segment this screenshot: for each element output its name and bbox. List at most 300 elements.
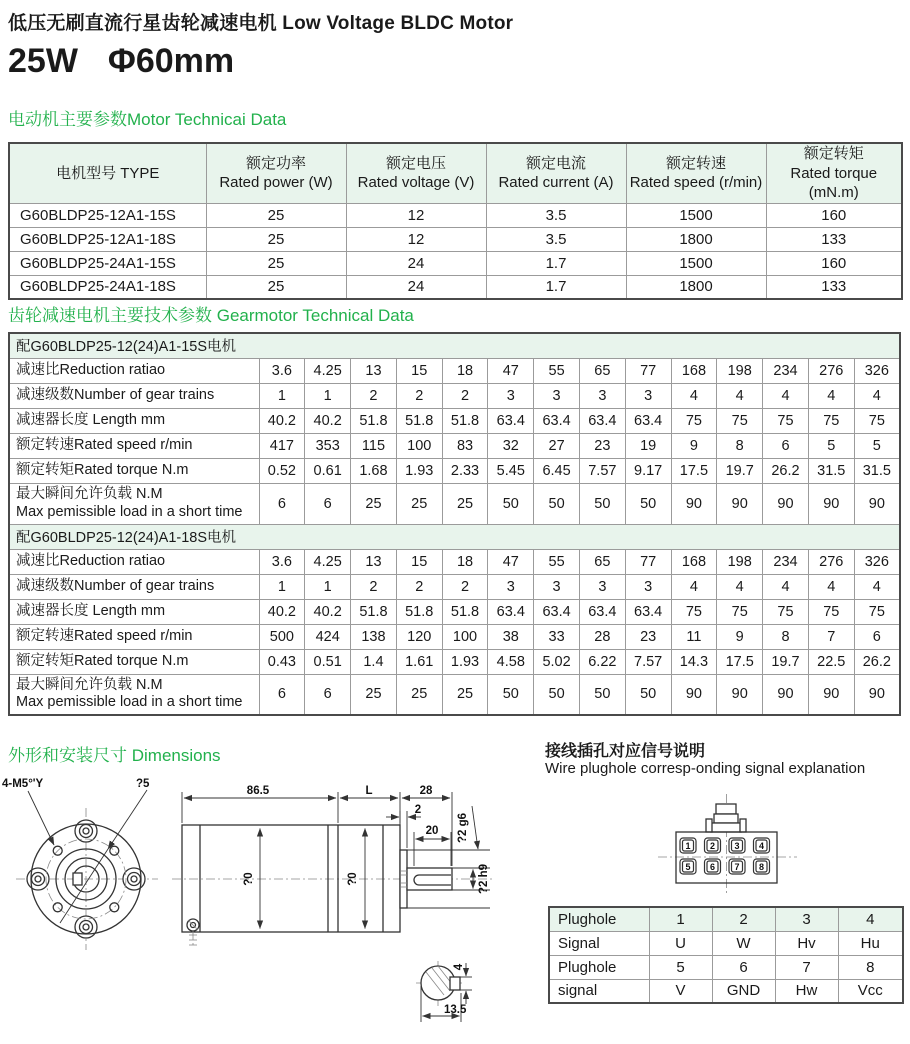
gear-table-title: 配G60BLDP25-12(24)A1-15S电机 bbox=[9, 333, 900, 358]
motor-header-cn: 额定转速 bbox=[665, 154, 726, 172]
gear-row-label-line: 减速级数Number of gear trains bbox=[16, 386, 215, 403]
gear-value-cell: 2 bbox=[442, 574, 488, 599]
gear-value-cell: 4 bbox=[717, 383, 763, 408]
dim-label-2: 2 bbox=[414, 804, 422, 816]
gear-value-cell: 6.22 bbox=[579, 649, 625, 674]
gear-value-cell: 417 bbox=[259, 433, 305, 458]
gear-table-row bbox=[9, 408, 900, 433]
motor-header-cn: 额定功率 bbox=[245, 154, 306, 172]
connector-pin-number: 5 bbox=[685, 862, 691, 872]
gear-value-cell: 65 bbox=[579, 358, 625, 383]
motor-type-cell: G60BLDP25-24A1-15S bbox=[9, 251, 206, 275]
gear-table-title-row bbox=[9, 524, 900, 549]
motor-value-cell: 25 bbox=[206, 227, 346, 251]
connector-pin-number: 8 bbox=[758, 862, 765, 872]
gear-value-cell: 1.61 bbox=[396, 649, 442, 674]
gear-row-label-line: 减速器长度 Length mm bbox=[16, 411, 166, 428]
gear-value-cell: 23 bbox=[579, 433, 625, 458]
gear-value-cell: 90 bbox=[808, 674, 854, 715]
gear-row-label bbox=[9, 458, 259, 483]
dim-label-L: L bbox=[365, 785, 373, 797]
page-subtitle bbox=[8, 42, 234, 81]
gear-value-cell: 4 bbox=[808, 574, 854, 599]
gear-value-cell: 25 bbox=[351, 483, 397, 524]
wiring-row-label: signal bbox=[549, 979, 649, 1003]
gear-value-cell: 168 bbox=[671, 549, 717, 574]
gear-value-cell: 6 bbox=[305, 674, 351, 715]
gear-row-label-line: 最大瞬间允许负载 N.M bbox=[16, 677, 163, 694]
gear-table-body bbox=[9, 333, 900, 715]
wiring-value-cell: 3 bbox=[775, 907, 838, 931]
gear-row-label-line: 减速比Reduction ratiao bbox=[16, 361, 166, 378]
gear-value-cell: 63.4 bbox=[534, 599, 580, 624]
connector-pin bbox=[705, 859, 721, 874]
motor-header-row bbox=[9, 143, 902, 203]
gear-value-cell: 14.3 bbox=[671, 649, 717, 674]
motor-table-row bbox=[9, 227, 902, 251]
connector-pin bbox=[705, 838, 721, 853]
connector-pin-number: 7 bbox=[734, 862, 740, 872]
gear-value-cell: 234 bbox=[763, 358, 809, 383]
gear-value-cell: 4 bbox=[763, 383, 809, 408]
gear-value-cell: 40.2 bbox=[305, 599, 351, 624]
power-rating: 25W bbox=[8, 42, 78, 80]
motor-value-cell: 1500 bbox=[626, 251, 766, 275]
motor-type-cell: G60BLDP25-24A1-18S bbox=[9, 275, 206, 299]
gear-row-label bbox=[9, 674, 259, 715]
gear-value-cell: 6 bbox=[854, 624, 900, 649]
gear-value-cell: 90 bbox=[763, 483, 809, 524]
gear-value-cell: 51.8 bbox=[396, 408, 442, 433]
wiring-table-row bbox=[549, 931, 903, 955]
gear-value-cell: 75 bbox=[763, 408, 809, 433]
gear-value-cell: 6 bbox=[259, 674, 305, 715]
gear-value-cell: 3 bbox=[534, 574, 580, 599]
gear-value-cell: 75 bbox=[717, 408, 763, 433]
connector-pin bbox=[729, 838, 745, 853]
gear-value-cell: 3 bbox=[579, 574, 625, 599]
motor-header-cell bbox=[486, 143, 626, 203]
gear-value-cell: 50 bbox=[488, 483, 534, 524]
gear-value-cell: 25 bbox=[442, 483, 488, 524]
gear-value-cell: 100 bbox=[396, 433, 442, 458]
motor-value-cell: 25 bbox=[206, 275, 346, 299]
gear-row-label-line: 额定转矩Rated torque N.m bbox=[16, 652, 189, 669]
gear-value-cell: 25 bbox=[351, 674, 397, 715]
gear-value-cell: 83 bbox=[442, 433, 488, 458]
gear-value-cell: 25 bbox=[396, 674, 442, 715]
gear-value-cell: 1.4 bbox=[351, 649, 397, 674]
motor-header-cn: 电机型号 TYPE bbox=[56, 164, 160, 182]
gear-value-cell: 47 bbox=[488, 358, 534, 383]
gear-value-cell: 8 bbox=[763, 624, 809, 649]
gear-row-label-line: 减速比Reduction ratiao bbox=[16, 552, 166, 569]
gear-value-cell: 63.4 bbox=[579, 408, 625, 433]
section-heading-gearmotor-data: 齿轮减速电机主要技术参数 Gearmotor Technical Data bbox=[8, 306, 414, 325]
gear-value-cell: 276 bbox=[808, 549, 854, 574]
gear-value-cell: 15 bbox=[396, 549, 442, 574]
wiring-value-cell: 5 bbox=[649, 955, 712, 979]
gear-row-label bbox=[9, 383, 259, 408]
gear-value-cell: 6 bbox=[259, 483, 305, 524]
gear-value-cell: 77 bbox=[625, 549, 671, 574]
gear-value-cell: 2 bbox=[351, 383, 397, 408]
gear-value-cell: 90 bbox=[854, 483, 900, 524]
dim-label-13-5: 13.5 bbox=[444, 1004, 467, 1016]
gear-value-cell: 4 bbox=[763, 574, 809, 599]
motor-value-cell: 24 bbox=[346, 251, 486, 275]
gear-value-cell: 100 bbox=[442, 624, 488, 649]
gear-table-row bbox=[9, 649, 900, 674]
gear-value-cell: 90 bbox=[671, 483, 717, 524]
wiring-value-cell: GND bbox=[712, 979, 775, 1003]
gear-row-label-line: 额定转速Rated speed r/min bbox=[16, 436, 193, 453]
gear-value-cell: 75 bbox=[763, 599, 809, 624]
gear-value-cell: 15 bbox=[396, 358, 442, 383]
gear-value-cell: 326 bbox=[854, 358, 900, 383]
gear-value-cell: 120 bbox=[396, 624, 442, 649]
gear-row-label bbox=[9, 574, 259, 599]
section-heading-motor-data: 电动机主要参数Motor Technicai Data bbox=[8, 110, 287, 129]
gear-value-cell: 115 bbox=[351, 433, 397, 458]
motor-value-cell: 133 bbox=[766, 227, 902, 251]
gear-table-row bbox=[9, 458, 900, 483]
gear-value-cell: 17.5 bbox=[671, 458, 717, 483]
gear-table-row bbox=[9, 599, 900, 624]
motor-header-cn: 额定电压 bbox=[385, 154, 446, 172]
gear-value-cell: 138 bbox=[351, 624, 397, 649]
gear-value-cell: 18 bbox=[442, 358, 488, 383]
gear-value-cell: 55 bbox=[534, 549, 580, 574]
dimensions-drawing bbox=[0, 770, 545, 1044]
gear-value-cell: 63.4 bbox=[625, 599, 671, 624]
gear-value-cell: 40.2 bbox=[259, 599, 305, 624]
motor-header-en: Rated power (W) bbox=[219, 174, 333, 192]
gear-value-cell: 75 bbox=[808, 599, 854, 624]
dia-label-body-front: ?0 bbox=[243, 872, 255, 886]
connector-pin bbox=[754, 859, 770, 874]
gear-table-row bbox=[9, 574, 900, 599]
motor-spec-table bbox=[8, 142, 903, 300]
gear-table-title: 配G60BLDP25-12(24)A1-18S电机 bbox=[9, 524, 900, 549]
gear-value-cell: 19.7 bbox=[763, 649, 809, 674]
wiring-value-cell: Hw bbox=[775, 979, 838, 1003]
gearmotor-spec-table bbox=[8, 332, 901, 716]
motor-header-cell bbox=[766, 143, 902, 203]
dim-label-4: 4 bbox=[453, 963, 465, 971]
wiring-row-label: Plughole bbox=[549, 955, 649, 979]
wiring-value-cell: Vcc bbox=[838, 979, 903, 1003]
connector-pin-number: 3 bbox=[734, 841, 740, 851]
motor-value-cell: 1800 bbox=[626, 275, 766, 299]
section-heading-dimensions: 外形和安装尺寸 Dimensions bbox=[8, 746, 221, 765]
gear-value-cell: 276 bbox=[808, 358, 854, 383]
motor-header-en: Rated torque (mN.m) bbox=[790, 164, 878, 201]
gear-value-cell: 63.4 bbox=[579, 599, 625, 624]
gear-value-cell: 26.2 bbox=[854, 649, 900, 674]
motor-table-row bbox=[9, 251, 902, 275]
gear-value-cell: 9 bbox=[671, 433, 717, 458]
gear-value-cell: 3.6 bbox=[259, 549, 305, 574]
motor-header-en: Rated speed (r/min) bbox=[629, 174, 763, 192]
motor-header-cn: 额定转矩 bbox=[803, 145, 864, 162]
gear-value-cell: 7.57 bbox=[625, 649, 671, 674]
gear-value-cell: 75 bbox=[671, 408, 717, 433]
gear-value-cell: 1.93 bbox=[396, 458, 442, 483]
gear-value-cell: 51.8 bbox=[442, 408, 488, 433]
wiring-heading-cn: 接线插孔对应信号说明 bbox=[545, 743, 706, 760]
wiring-table-body bbox=[549, 907, 903, 1003]
gear-value-cell: 326 bbox=[854, 549, 900, 574]
gear-value-cell: 33 bbox=[534, 624, 580, 649]
gear-table-row bbox=[9, 433, 900, 458]
gear-value-cell: 77 bbox=[625, 358, 671, 383]
wiring-table-row bbox=[549, 907, 903, 931]
gear-value-cell: 63.4 bbox=[625, 408, 671, 433]
gear-table-row bbox=[9, 624, 900, 649]
gear-value-cell: 5 bbox=[854, 433, 900, 458]
connector-pin bbox=[680, 859, 696, 874]
gear-value-cell: 2 bbox=[396, 383, 442, 408]
gear-table-row bbox=[9, 674, 900, 715]
gear-value-cell: 31.5 bbox=[854, 458, 900, 483]
wiring-value-cell: W bbox=[712, 931, 775, 955]
wiring-row-label: Plughole bbox=[549, 907, 649, 931]
wiring-value-cell: 1 bbox=[649, 907, 712, 931]
wiring-row-label: Signal bbox=[549, 931, 649, 955]
gear-value-cell: 353 bbox=[305, 433, 351, 458]
motor-value-cell: 133 bbox=[766, 275, 902, 299]
connector-latch bbox=[706, 804, 746, 832]
motor-value-cell: 12 bbox=[346, 227, 486, 251]
gear-table-row bbox=[9, 483, 900, 524]
gear-value-cell: 23 bbox=[625, 624, 671, 649]
wiring-table-row bbox=[549, 955, 903, 979]
connector-pin-number: 4 bbox=[758, 841, 765, 851]
gear-row-label-line: 减速器长度 Length mm bbox=[16, 602, 166, 619]
gear-table-row bbox=[9, 358, 900, 383]
motor-type-cell: G60BLDP25-12A1-15S bbox=[9, 203, 206, 227]
motor-value-cell: 1.7 bbox=[486, 251, 626, 275]
wiring-signal-table bbox=[548, 906, 904, 1004]
dia-label-body-rear: ?0 bbox=[347, 872, 359, 886]
motor-header-cell bbox=[206, 143, 346, 203]
front-view bbox=[2, 778, 158, 950]
gear-value-cell: 13 bbox=[351, 549, 397, 574]
gear-value-cell: 75 bbox=[671, 599, 717, 624]
gear-row-label bbox=[9, 433, 259, 458]
gear-row-label bbox=[9, 408, 259, 433]
gear-value-cell: 4 bbox=[717, 574, 763, 599]
motor-value-cell: 3.5 bbox=[486, 227, 626, 251]
gear-value-cell: 8 bbox=[717, 433, 763, 458]
gear-value-cell: 38 bbox=[488, 624, 534, 649]
gear-value-cell: 4 bbox=[854, 383, 900, 408]
gear-value-cell: 5 bbox=[808, 433, 854, 458]
wiring-value-cell: 7 bbox=[775, 955, 838, 979]
motor-header-en: Rated current (A) bbox=[498, 174, 614, 192]
gear-value-cell: 4.25 bbox=[305, 358, 351, 383]
gear-value-cell: 90 bbox=[854, 674, 900, 715]
gear-value-cell: 198 bbox=[717, 358, 763, 383]
gear-value-cell: 40.2 bbox=[259, 408, 305, 433]
gear-row-label-line: 额定转速Rated speed r/min bbox=[16, 627, 193, 644]
wiring-table-row bbox=[549, 979, 903, 1003]
gear-value-cell: 50 bbox=[625, 483, 671, 524]
gear-value-cell: 2 bbox=[396, 574, 442, 599]
gear-value-cell: 3 bbox=[488, 574, 534, 599]
gear-value-cell: 22.5 bbox=[808, 649, 854, 674]
motor-type-cell: G60BLDP25-12A1-18S bbox=[9, 227, 206, 251]
gear-value-cell: 0.51 bbox=[305, 649, 351, 674]
gear-value-cell: 500 bbox=[259, 624, 305, 649]
gear-value-cell: 3 bbox=[534, 383, 580, 408]
connector-pin bbox=[729, 859, 745, 874]
wiring-value-cell: U bbox=[649, 931, 712, 955]
gear-value-cell: 50 bbox=[579, 674, 625, 715]
wiring-value-cell: 8 bbox=[838, 955, 903, 979]
gear-value-cell: 17.5 bbox=[717, 649, 763, 674]
dim-label-28: 28 bbox=[419, 785, 433, 797]
gear-value-cell: 2 bbox=[442, 383, 488, 408]
gear-value-cell: 25 bbox=[442, 674, 488, 715]
gear-value-cell: 19 bbox=[625, 433, 671, 458]
gear-value-cell: 11 bbox=[671, 624, 717, 649]
connector-pin-number: 2 bbox=[709, 841, 716, 851]
gear-value-cell: 0.43 bbox=[259, 649, 305, 674]
wiring-heading-en: Wire plughole corresp-onding signal explanation bbox=[545, 760, 866, 777]
motor-table-row bbox=[9, 203, 902, 227]
gear-value-cell: 3 bbox=[625, 574, 671, 599]
side-view bbox=[172, 785, 495, 948]
motor-header-cell bbox=[346, 143, 486, 203]
gear-value-cell: 6 bbox=[763, 433, 809, 458]
gear-value-cell: 31.5 bbox=[808, 458, 854, 483]
gear-value-cell: 1.68 bbox=[351, 458, 397, 483]
gear-value-cell: 19.7 bbox=[717, 458, 763, 483]
motor-header-cell bbox=[626, 143, 766, 203]
motor-value-cell: 1.7 bbox=[486, 275, 626, 299]
gear-value-cell: 3.6 bbox=[259, 358, 305, 383]
wiring-value-cell: 2 bbox=[712, 907, 775, 931]
gear-value-cell: 32 bbox=[488, 433, 534, 458]
wiring-value-cell: 4 bbox=[838, 907, 903, 931]
gear-value-cell: 9.17 bbox=[625, 458, 671, 483]
connector-pin bbox=[680, 838, 696, 853]
motor-value-cell: 3.5 bbox=[486, 203, 626, 227]
gear-value-cell: 4 bbox=[808, 383, 854, 408]
gear-table-row bbox=[9, 383, 900, 408]
gear-value-cell: 6.45 bbox=[534, 458, 580, 483]
gear-row-label-line: 最大瞬间允许负载 N.M bbox=[16, 486, 163, 503]
diameter-rating: Φ60mm bbox=[107, 42, 235, 80]
gear-row-label bbox=[9, 599, 259, 624]
gear-value-cell: 50 bbox=[534, 674, 580, 715]
motor-header-cn: 额定电流 bbox=[525, 154, 586, 172]
gear-value-cell: 5.02 bbox=[534, 649, 580, 674]
gear-value-cell: 50 bbox=[625, 674, 671, 715]
gear-table-row bbox=[9, 549, 900, 574]
motor-header-cell bbox=[9, 143, 206, 203]
gear-value-cell: 51.8 bbox=[396, 599, 442, 624]
gear-table-title-row bbox=[9, 333, 900, 358]
gear-value-cell: 51.8 bbox=[442, 599, 488, 624]
wiring-value-cell: Hv bbox=[775, 931, 838, 955]
gear-value-cell: 7.57 bbox=[579, 458, 625, 483]
gear-value-cell: 47 bbox=[488, 549, 534, 574]
gear-row-label-line: Max pemissible load in a short time bbox=[16, 694, 243, 711]
gear-value-cell: 50 bbox=[534, 483, 580, 524]
gear-value-cell: 2 bbox=[351, 574, 397, 599]
gear-value-cell: 51.8 bbox=[351, 599, 397, 624]
gear-value-cell: 75 bbox=[808, 408, 854, 433]
gear-value-cell: 90 bbox=[717, 674, 763, 715]
gear-value-cell: 90 bbox=[671, 674, 717, 715]
gear-value-cell: 63.4 bbox=[488, 408, 534, 433]
gear-value-cell: 55 bbox=[534, 358, 580, 383]
gear-value-cell: 0.52 bbox=[259, 458, 305, 483]
motor-header-en: Rated voltage (V) bbox=[357, 174, 475, 192]
gear-row-label-line: 额定转矩Rated torque N.m bbox=[16, 461, 189, 478]
bolt-circle-dia-label: ?5 bbox=[136, 778, 150, 790]
gear-value-cell: 424 bbox=[305, 624, 351, 649]
gear-row-label bbox=[9, 483, 259, 524]
connector-pin-number: 6 bbox=[709, 862, 716, 872]
gear-value-cell: 1 bbox=[305, 574, 351, 599]
gear-value-cell: 28 bbox=[579, 624, 625, 649]
gear-row-label-line: Max pemissible load in a short time bbox=[16, 503, 243, 520]
gear-value-cell: 18 bbox=[442, 549, 488, 574]
connector-pin bbox=[754, 838, 770, 853]
gear-row-label bbox=[9, 624, 259, 649]
gear-value-cell: 1 bbox=[259, 574, 305, 599]
gear-value-cell: 90 bbox=[808, 483, 854, 524]
gear-value-cell: 4.25 bbox=[305, 549, 351, 574]
wiring-value-cell: 6 bbox=[712, 955, 775, 979]
motor-value-cell: 12 bbox=[346, 203, 486, 227]
gear-value-cell: 63.4 bbox=[534, 408, 580, 433]
wiring-value-cell: Hu bbox=[838, 931, 903, 955]
motor-value-cell: 1500 bbox=[626, 203, 766, 227]
motor-table-row bbox=[9, 275, 902, 299]
gear-value-cell: 27 bbox=[534, 433, 580, 458]
gear-value-cell: 4 bbox=[671, 383, 717, 408]
gear-row-label bbox=[9, 358, 259, 383]
gear-value-cell: 90 bbox=[763, 674, 809, 715]
gear-value-cell: 1 bbox=[259, 383, 305, 408]
gear-value-cell: 3 bbox=[625, 383, 671, 408]
gear-value-cell: 4 bbox=[671, 574, 717, 599]
motor-value-cell: 25 bbox=[206, 203, 346, 227]
gear-value-cell: 50 bbox=[488, 674, 534, 715]
mount-holes-label: 4-M5°'Y bbox=[2, 778, 44, 790]
gear-value-cell: 40.2 bbox=[305, 408, 351, 433]
gear-value-cell: 1 bbox=[305, 383, 351, 408]
gear-value-cell: 6 bbox=[305, 483, 351, 524]
motor-value-cell: 160 bbox=[766, 203, 902, 227]
motor-value-cell: 24 bbox=[346, 275, 486, 299]
gear-value-cell: 234 bbox=[763, 549, 809, 574]
gear-value-cell: 4.58 bbox=[488, 649, 534, 674]
page-title: 低压无刷直流行星齿轮减速电机 Low Voltage BLDC Motor bbox=[8, 13, 514, 34]
gear-value-cell: 3 bbox=[579, 383, 625, 408]
connector-pin-number: 1 bbox=[685, 841, 691, 851]
motor-value-cell: 25 bbox=[206, 251, 346, 275]
dia-label-g6: ?2 g6 bbox=[457, 812, 469, 844]
gear-value-cell: 2.33 bbox=[442, 458, 488, 483]
gear-value-cell: 90 bbox=[717, 483, 763, 524]
gear-value-cell: 4 bbox=[854, 574, 900, 599]
